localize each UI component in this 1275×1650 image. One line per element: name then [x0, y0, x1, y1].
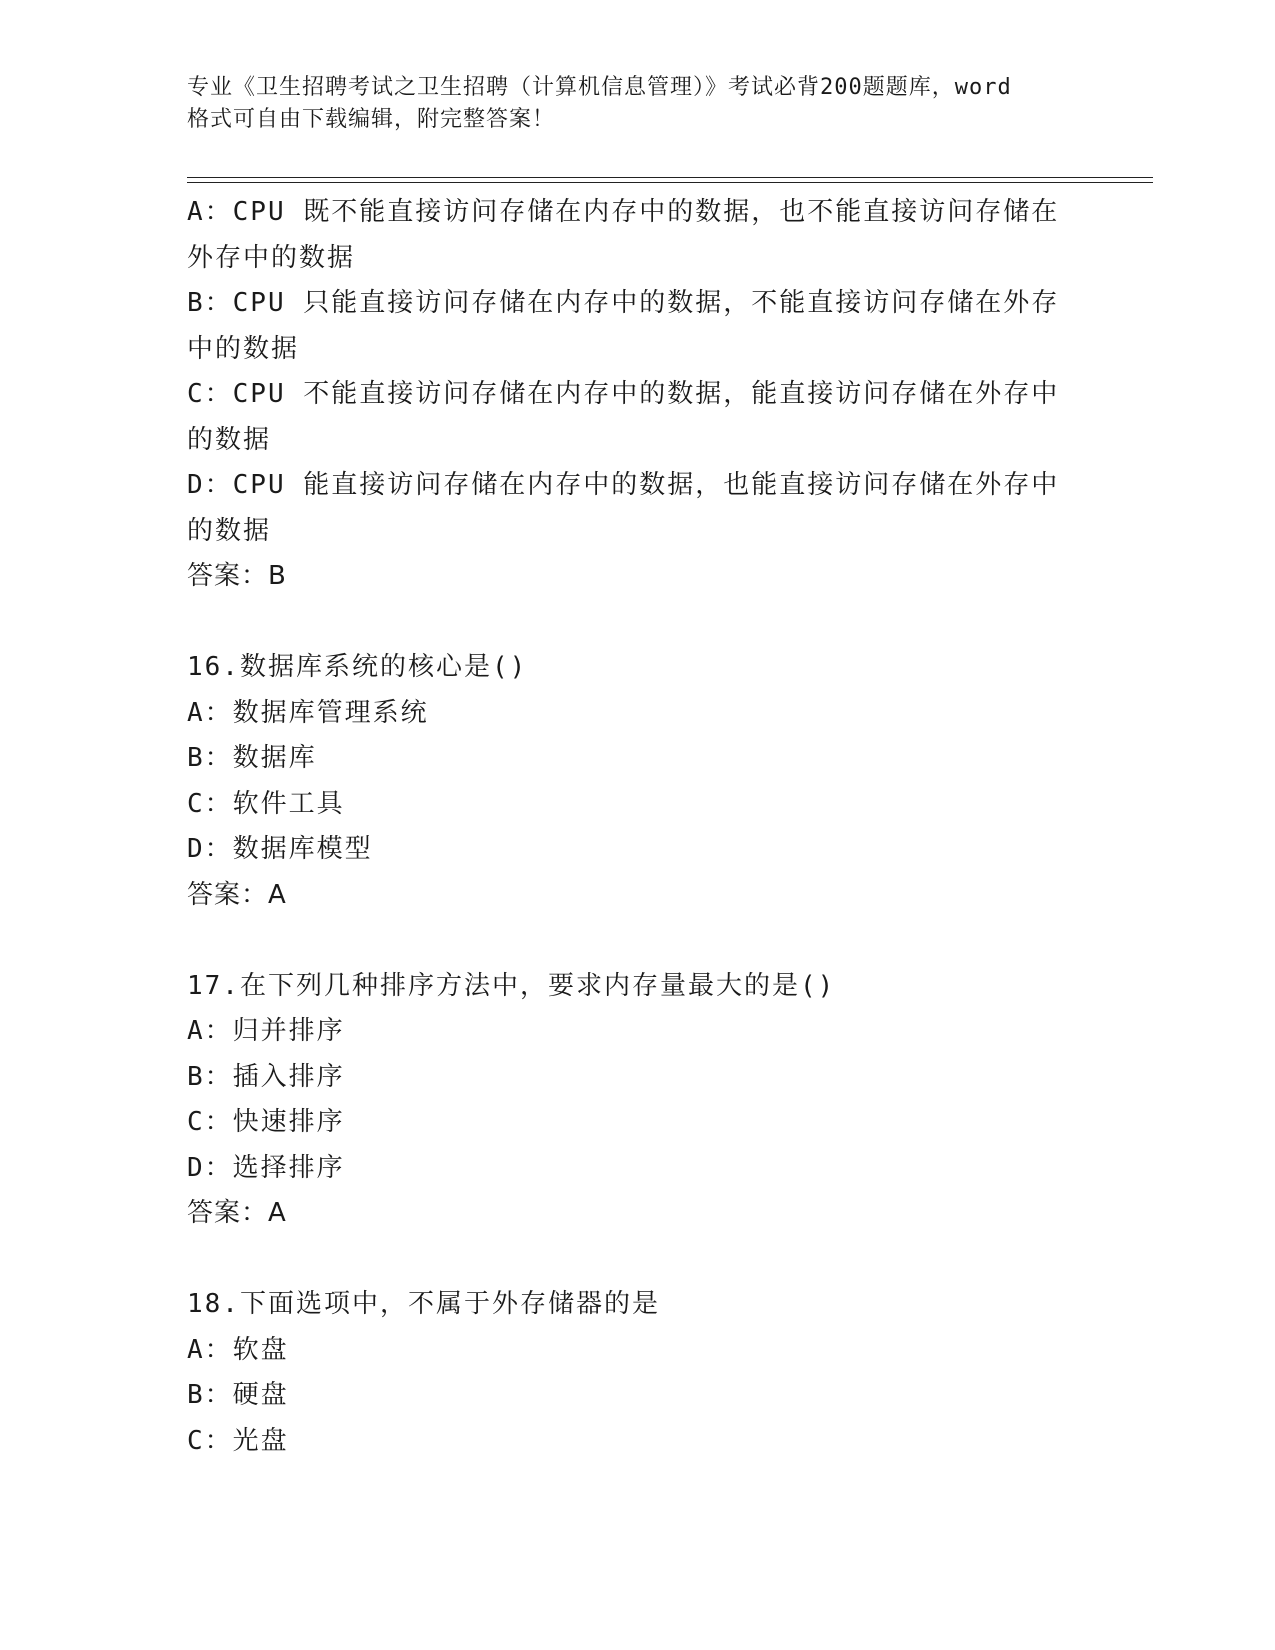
spacer	[187, 918, 1067, 964]
q15-option-b-line-2: 中的数据	[187, 333, 300, 364]
spacer	[187, 1237, 1067, 1283]
document-header	[187, 72, 1087, 136]
header-divider-top	[187, 177, 1153, 178]
q18-question: 18.下面选项中，不属于外存储器的是	[187, 1289, 660, 1319]
q17-option-c: C：快速排序	[187, 1107, 345, 1137]
q15-option-c-line-2: 的数据	[187, 424, 272, 455]
question-16-block	[187, 645, 1067, 918]
q16-question: 16.数据库系统的核心是()	[187, 652, 528, 682]
q17-answer: 答案：A	[187, 1198, 287, 1228]
q15-option-a-line-2: 外存中的数据	[187, 242, 356, 273]
q16-answer: 答案：A	[187, 879, 287, 910]
header-divider-bottom	[187, 182, 1153, 183]
q15-option-b-line-1: B：CPU 只能直接访问存储在内存中的数据，不能直接访问存储在外存	[187, 288, 1060, 318]
spacer	[187, 600, 1067, 646]
q16-option-b: B：数据库	[187, 743, 317, 773]
q15-option-d-line-1: D：CPU 能直接访问存储在内存中的数据，也能直接访问存储在外存中	[187, 470, 1060, 500]
question-18-block	[187, 1282, 1067, 1464]
question-list	[187, 190, 1067, 1464]
q16-option-c: C：软件工具	[187, 788, 345, 819]
q17-option-d: D：选择排序	[187, 1152, 345, 1183]
q16-option-d: D：数据库模型	[187, 834, 373, 864]
q16-option-a: A：数据库管理系统	[187, 697, 429, 728]
q18-option-c: C：光盘	[187, 1425, 289, 1456]
q15-option-c-line-1: C：CPU 不能直接访问存储在内存中的数据，能直接访问存储在外存中	[187, 379, 1060, 409]
q15-option-d-line-2: 的数据	[187, 515, 272, 546]
q15-option-a-line-1: A：CPU 既不能直接访问存储在内存中的数据，也不能直接访问存储在	[187, 197, 1060, 227]
question-17-block	[187, 964, 1067, 1237]
q18-option-b: B：硬盘	[187, 1380, 289, 1410]
q18-option-a: A：软盘	[187, 1334, 289, 1365]
q17-question: 17.在下列几种排序方法中，要求内存量最大的是()	[187, 970, 836, 1001]
question-15-block	[187, 190, 1067, 600]
q15-answer: 答案：B	[187, 561, 287, 591]
header-title-line-2: 格式可自由下载编辑，附完整答案！	[187, 107, 556, 132]
header-title-line-1: 专业《卫生招聘考试之卫生招聘（计算机信息管理）》考试必背200题题库，word	[187, 75, 1012, 100]
q17-option-b: B：插入排序	[187, 1061, 345, 1092]
q17-option-a: A：归并排序	[187, 1016, 345, 1046]
